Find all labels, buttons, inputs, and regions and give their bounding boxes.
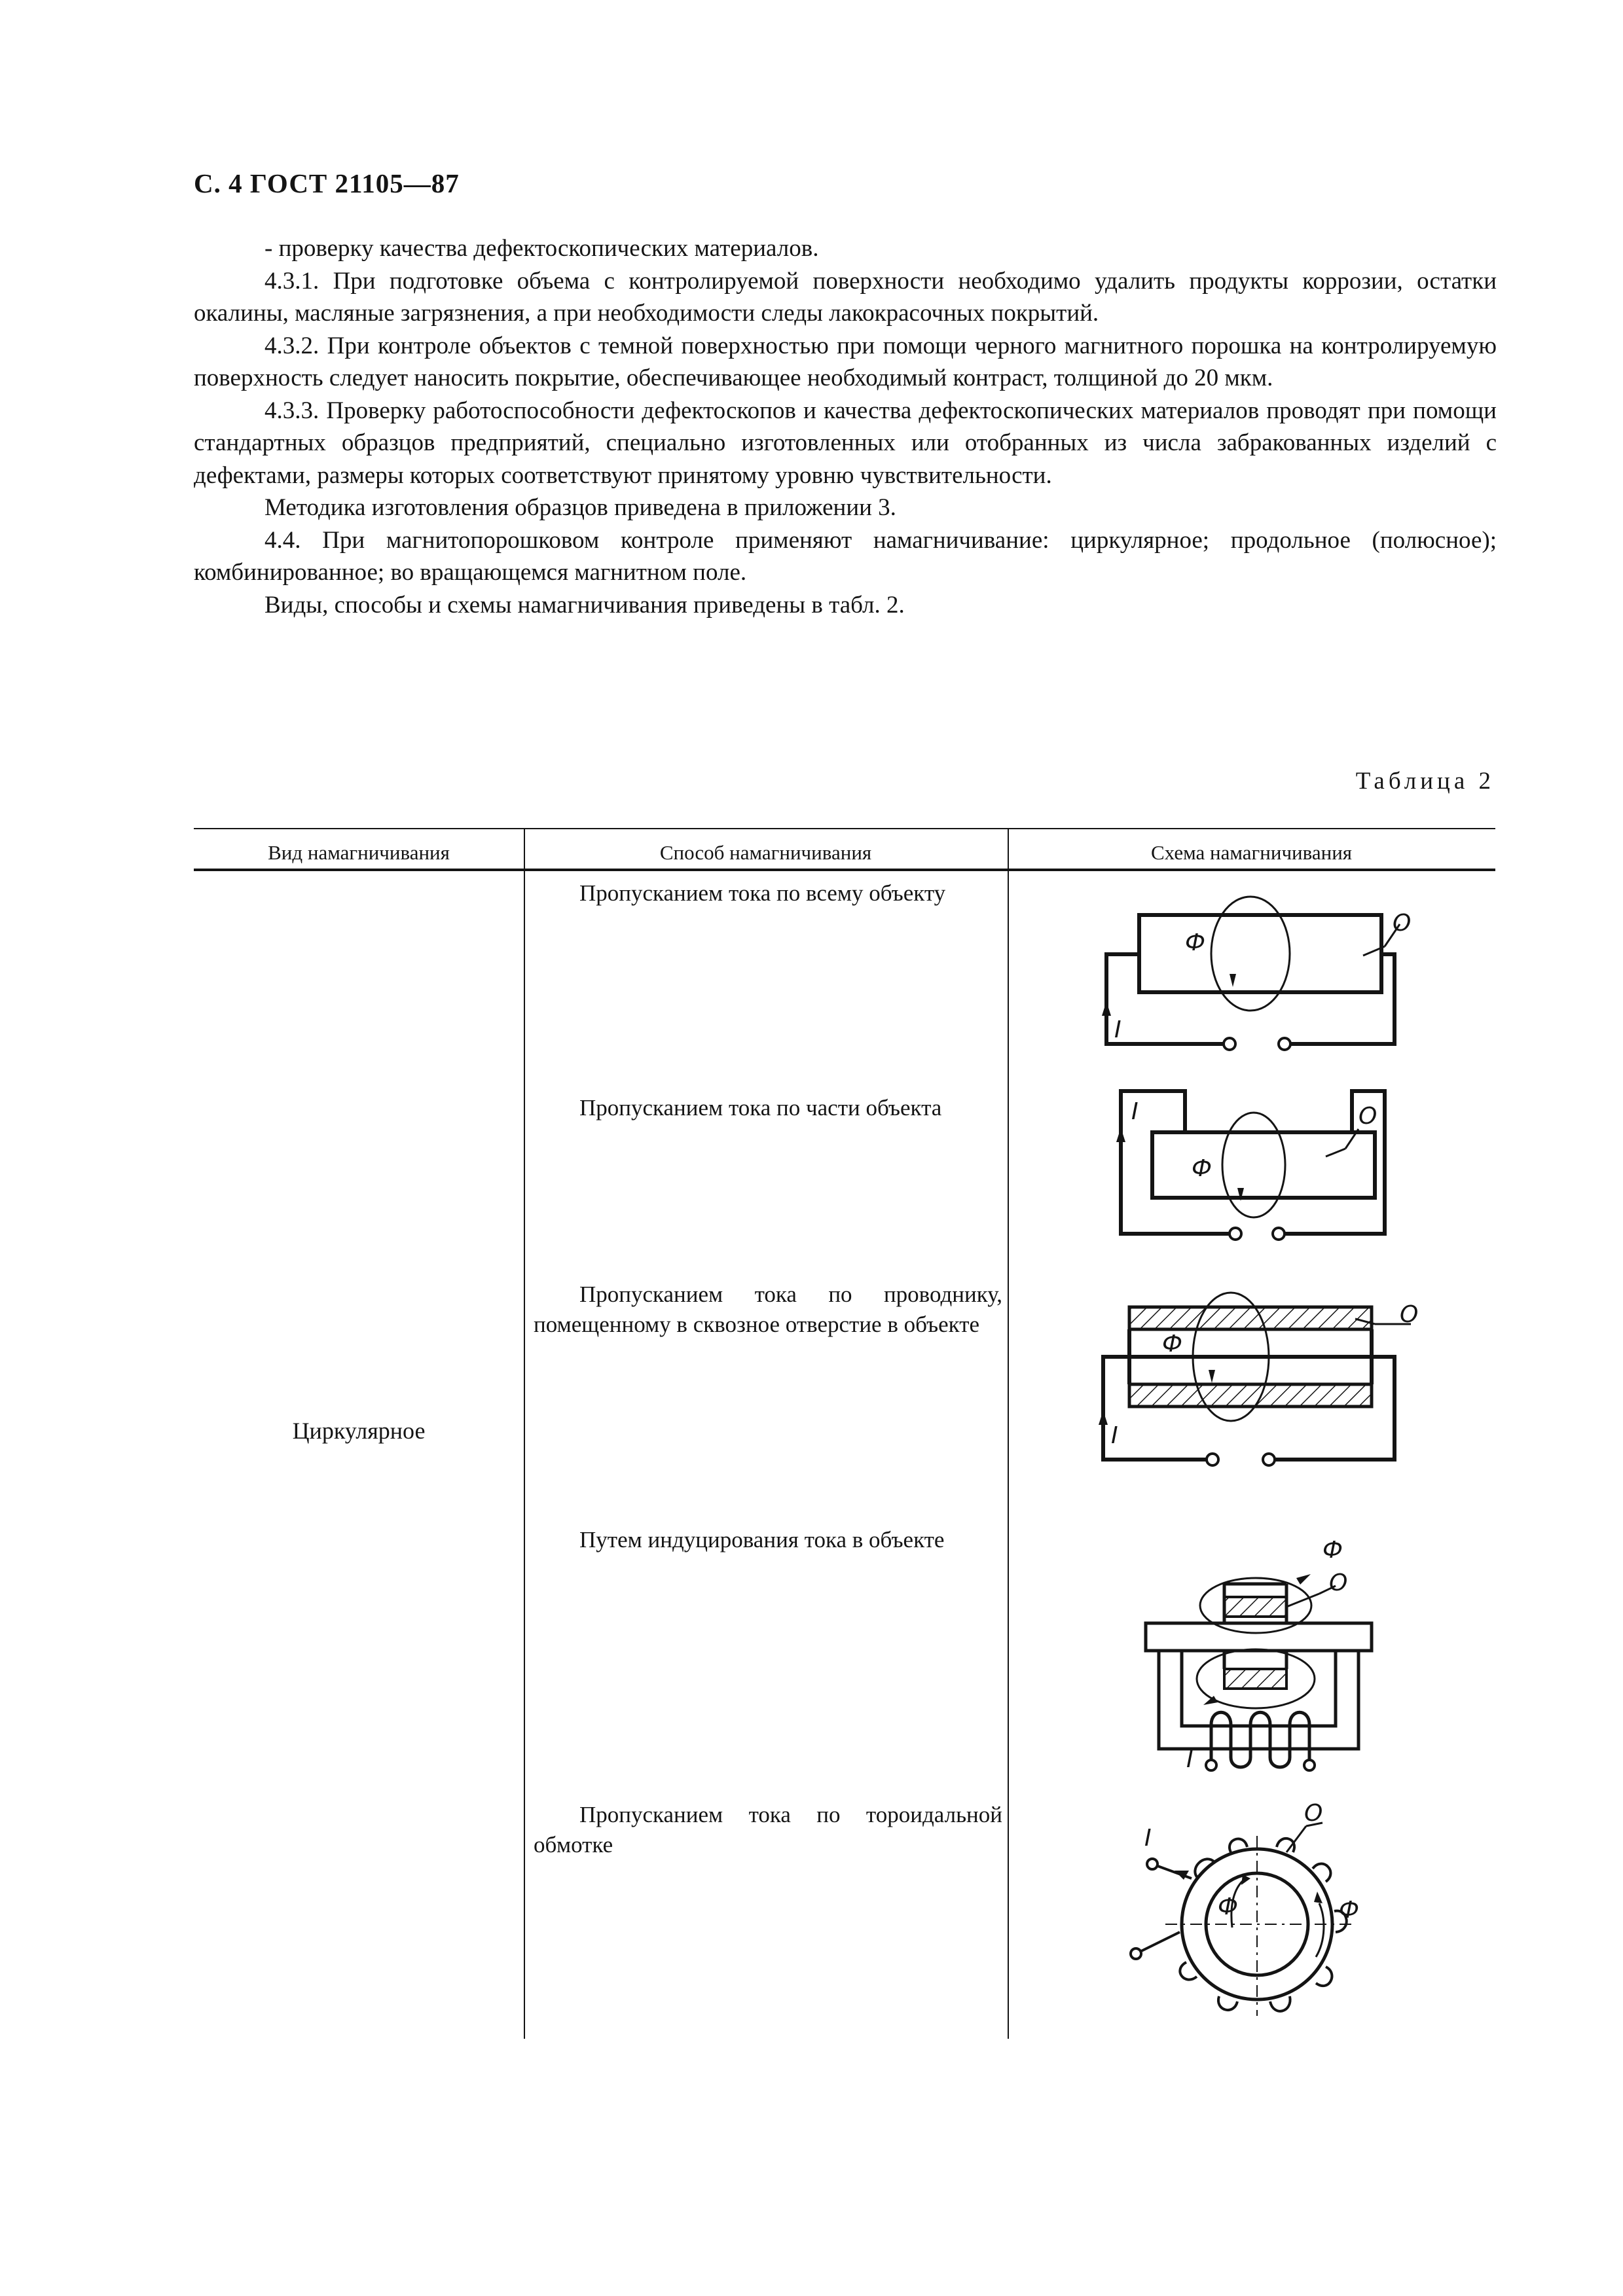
flux-label: Ф xyxy=(1185,929,1205,956)
table-top-rule xyxy=(194,828,1495,829)
paragraph: Виды, способы и схемы намагничивания приведены в табл. 2. xyxy=(264,591,905,619)
method-cell: Пропусканием тока по тороидальной обмотке xyxy=(534,1802,1002,1857)
scheme-whole-object xyxy=(1087,890,1427,1080)
current-label: I xyxy=(1114,1016,1122,1043)
object-label: О xyxy=(1400,1301,1419,1328)
flux-label: Ф xyxy=(1192,1155,1212,1182)
table-header-rule xyxy=(194,869,1495,871)
object-label: О xyxy=(1304,1800,1323,1827)
flux-label: Ф xyxy=(1322,1537,1343,1564)
flux-label: Ф xyxy=(1162,1331,1182,1357)
magnetization-kind: Циркулярное xyxy=(292,1418,426,1444)
paragraph: 4.3.3. Проверку работоспособности дефектоскопов и качества дефектоскопических материалов проводят при помощи стандартных образцов предприятий, специально изготовленных или отобранных из числа забракованных изделий с дефектами, размеры которых соответствуют принятому уровню чувствительности. xyxy=(194,397,1497,489)
column-divider xyxy=(1008,828,1009,2039)
method-cell: Пропусканием тока по части объекта xyxy=(579,1095,942,1121)
object-label: О xyxy=(1329,1570,1348,1596)
method-cell: Пропусканием тока по всему объекту xyxy=(579,880,946,906)
scheme-induced-current xyxy=(1139,1509,1401,1773)
current-label: I xyxy=(1131,1098,1139,1125)
column-header-scheme: Схема намагничивания xyxy=(1150,841,1353,864)
current-label: I xyxy=(1144,1825,1152,1852)
method-cell: Пропусканием тока по проводнику, помещенному в сквозное отверстие в объекте xyxy=(534,1282,1002,1337)
paragraph: Методика изготовления образцов приведена в приложении 3. xyxy=(264,494,896,521)
scheme-part-of-object xyxy=(1106,1083,1421,1263)
body-text xyxy=(194,232,1497,621)
object-label: О xyxy=(1393,910,1412,937)
page-header: С. 4 ГОСТ 21105—87 xyxy=(194,168,460,198)
paragraph: 4.3.2. При контроле объектов с темной поверхностью при помощи черного магнитного порошка на контролируемую поверхность следует наносить покрытие, обеспечивающее необходимый контраст, толщиной до 20 мкм. xyxy=(194,332,1497,391)
current-label: I xyxy=(1111,1422,1118,1449)
object-label: О xyxy=(1359,1103,1377,1130)
column-divider xyxy=(524,828,525,2039)
column-header-method: Способ намагничивания xyxy=(659,841,872,864)
table-caption: Таблица 2 xyxy=(1355,768,1495,795)
paragraph: - проверку качества дефектоскопических материалов. xyxy=(264,235,819,262)
current-label: I xyxy=(1186,1746,1194,1773)
paragraph: 4.4. При магнитопорошковом контроле применяют намагничивание: циркулярное; продольное (полюсное); комбинированное; во вращающемся магнитном поле. xyxy=(194,526,1497,586)
flux-label: Ф xyxy=(1339,1897,1359,1924)
method-cell: Путем индуцирования тока в объекте xyxy=(579,1527,945,1552)
paragraph: 4.3.1. При подготовке объема с контролируемой поверхности необходимо удалить продукты коррозии, остатки окалины, масляные загрязнения, а при необходимости следы лакокрасочных покрытий. xyxy=(194,267,1497,327)
column-header-kind: Вид намагничивания xyxy=(268,841,450,864)
scheme-conductor-in-hole xyxy=(1087,1293,1427,1489)
flux-label: Ф xyxy=(1218,1893,1238,1920)
scheme-toroidal-winding xyxy=(1126,1800,1440,2042)
